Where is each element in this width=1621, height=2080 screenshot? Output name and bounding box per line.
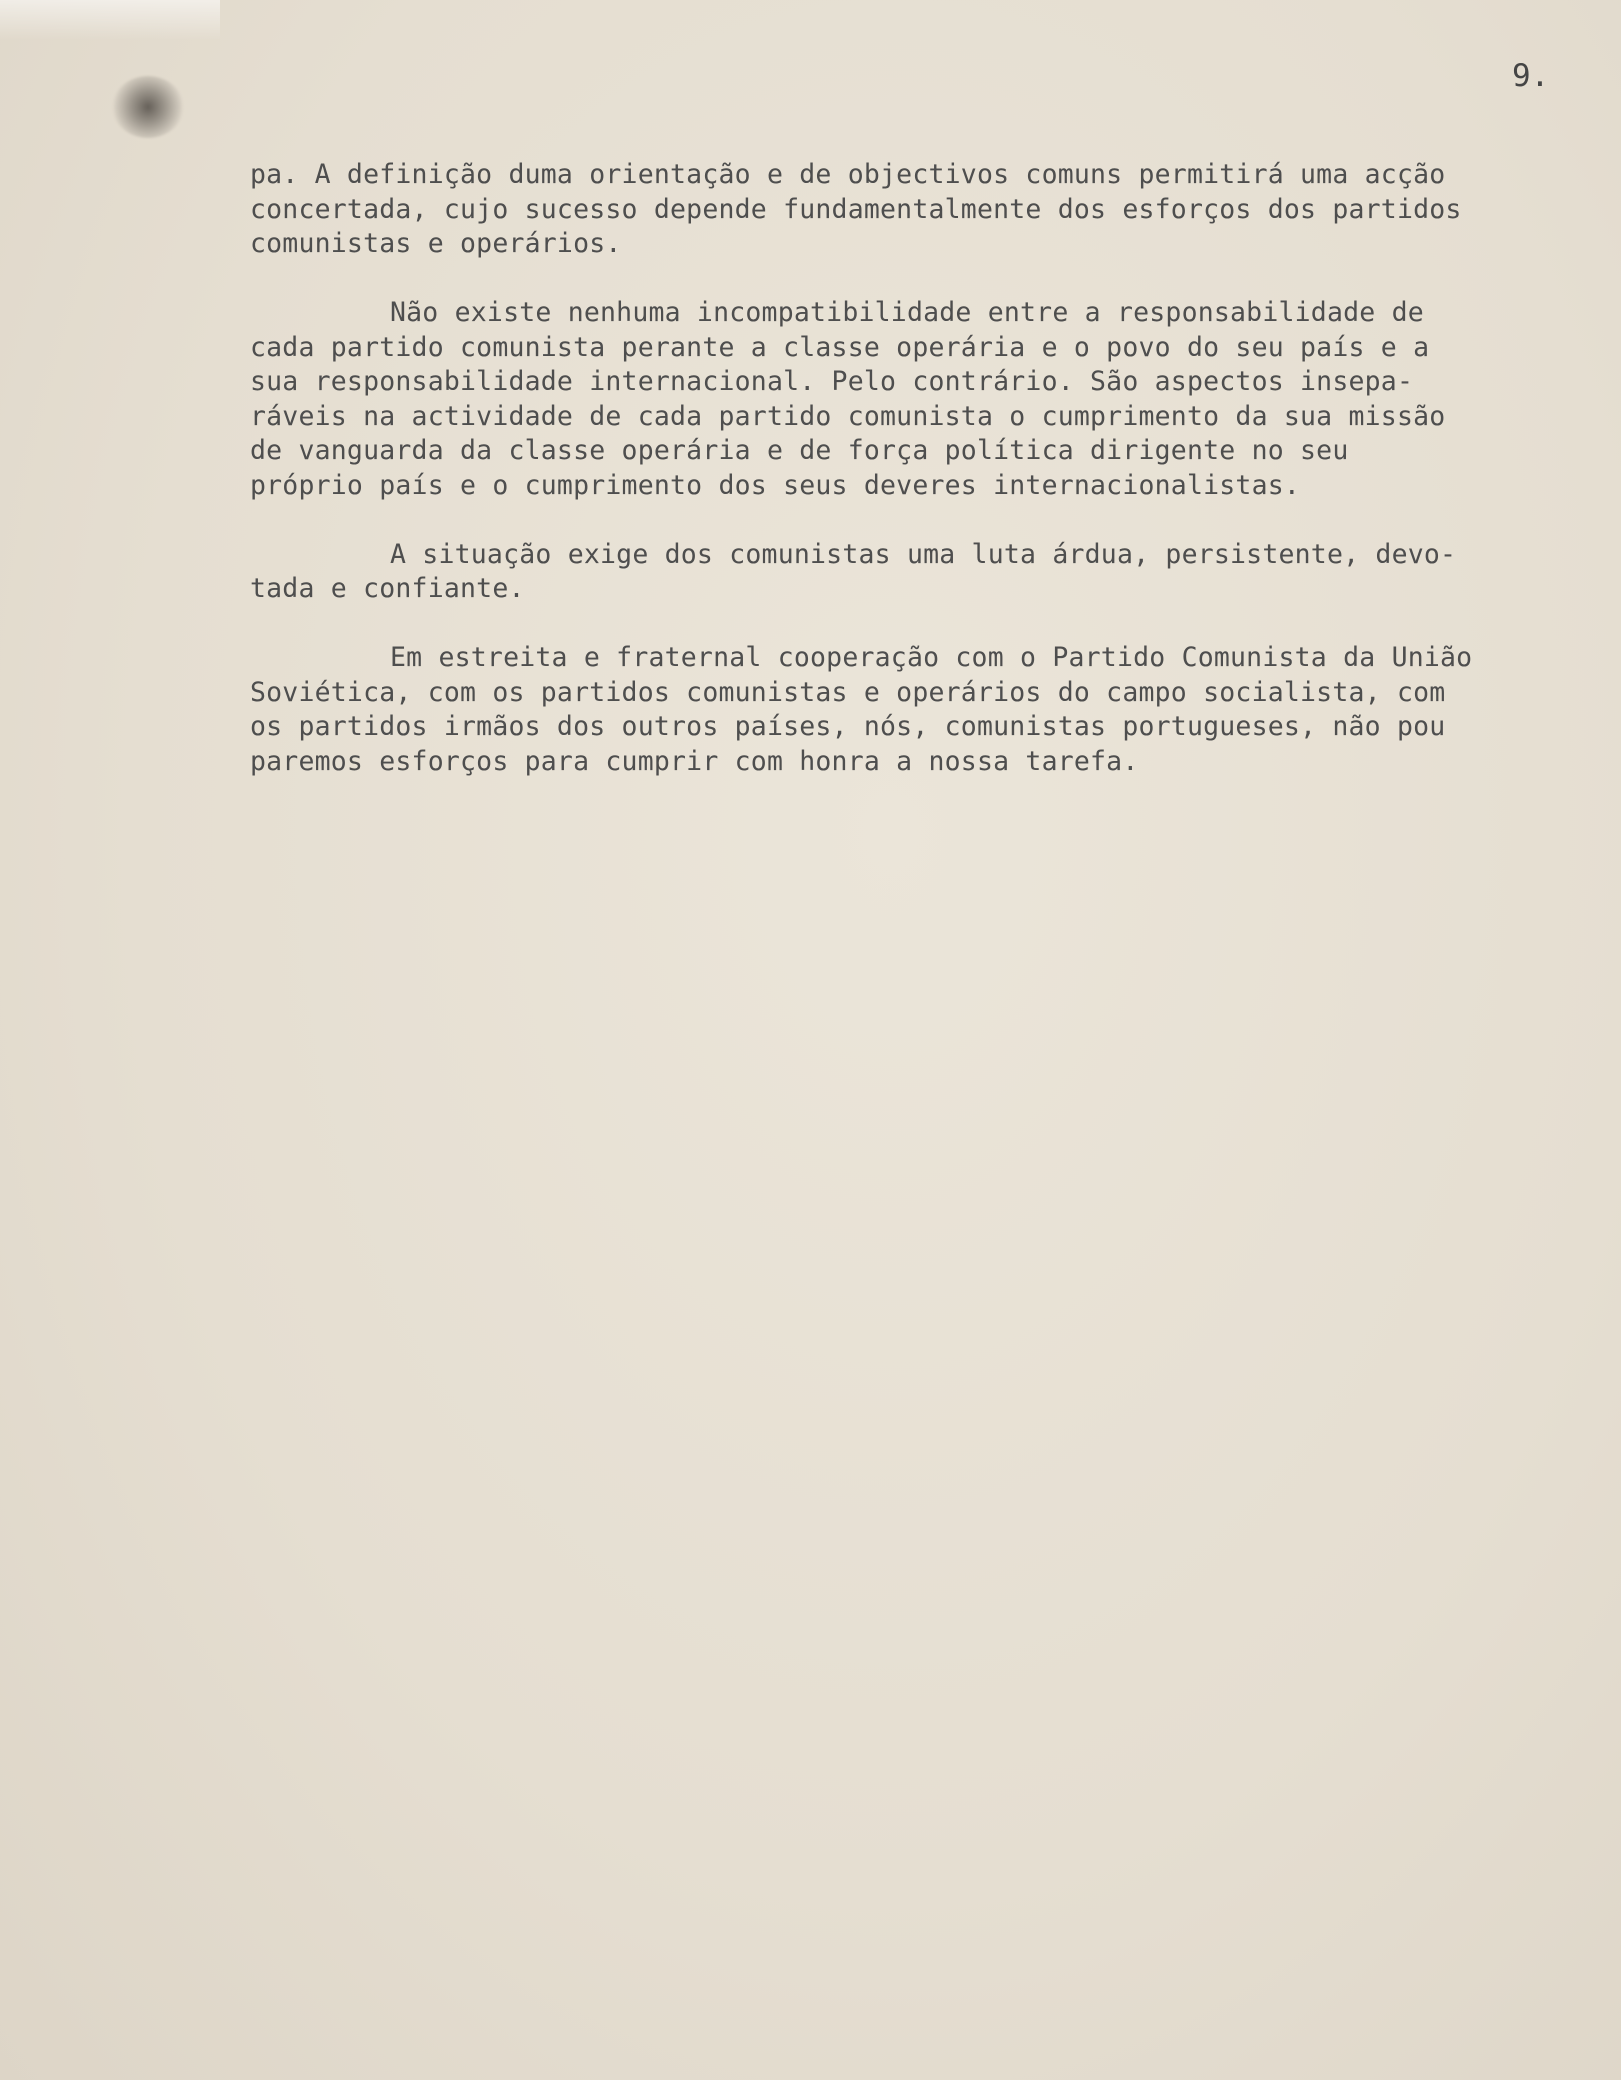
text-line: pa. A definição duma orientação e de objectivos comuns permitirá uma acção (250, 159, 1446, 190)
text-line: Soviética, com os partidos comunistas e operários do campo socialista, com (250, 676, 1446, 708)
text-line: tada e confiante. (250, 573, 525, 604)
text-line: sua responsabilidade internacional. Pelo contrário. São aspectos insepa- (250, 366, 1414, 397)
text-line: paremos esforços para cumprir com honra a nossa tarefa. (250, 745, 1139, 777)
paragraph-1 (250, 158, 1570, 262)
text-line: Não existe nenhuma incompatibilidade entre a responsabilidade de (390, 297, 1424, 328)
text-line: Em estreita e fraternal cooperação com o Partido Comunista da União (390, 642, 1473, 673)
text-line: ráveis na actividade de cada partido comunista o cumprimento da sua missão (250, 400, 1446, 432)
text-line: A situação exige dos comunistas uma luta árdua, persistente, devo- (390, 538, 1457, 570)
paragraph-2 (250, 296, 1570, 503)
text-line: concertada, cujo sucesso depende fundamentalmente dos esforços dos partidos (250, 193, 1462, 225)
text-line: os partidos irmãos dos outros países, nós, comunistas portugueses, não pou (250, 711, 1446, 742)
page-number: 9. (1512, 58, 1550, 94)
paragraph-3 (250, 538, 1570, 607)
text-line: cada partido comunista perante a classe operária e o povo do seu país e a (250, 331, 1430, 363)
paper-wear-mark (0, 0, 220, 40)
text-line: próprio país e o cumprimento dos seus deveres internacionalistas. (250, 469, 1301, 501)
typed-body-text (250, 158, 1570, 814)
paragraph-4 (250, 641, 1570, 779)
text-line: comunistas e operários. (250, 228, 622, 259)
ink-stain (112, 76, 184, 138)
text-line: de vanguarda da classe operária e de força política dirigente no seu (250, 435, 1349, 466)
